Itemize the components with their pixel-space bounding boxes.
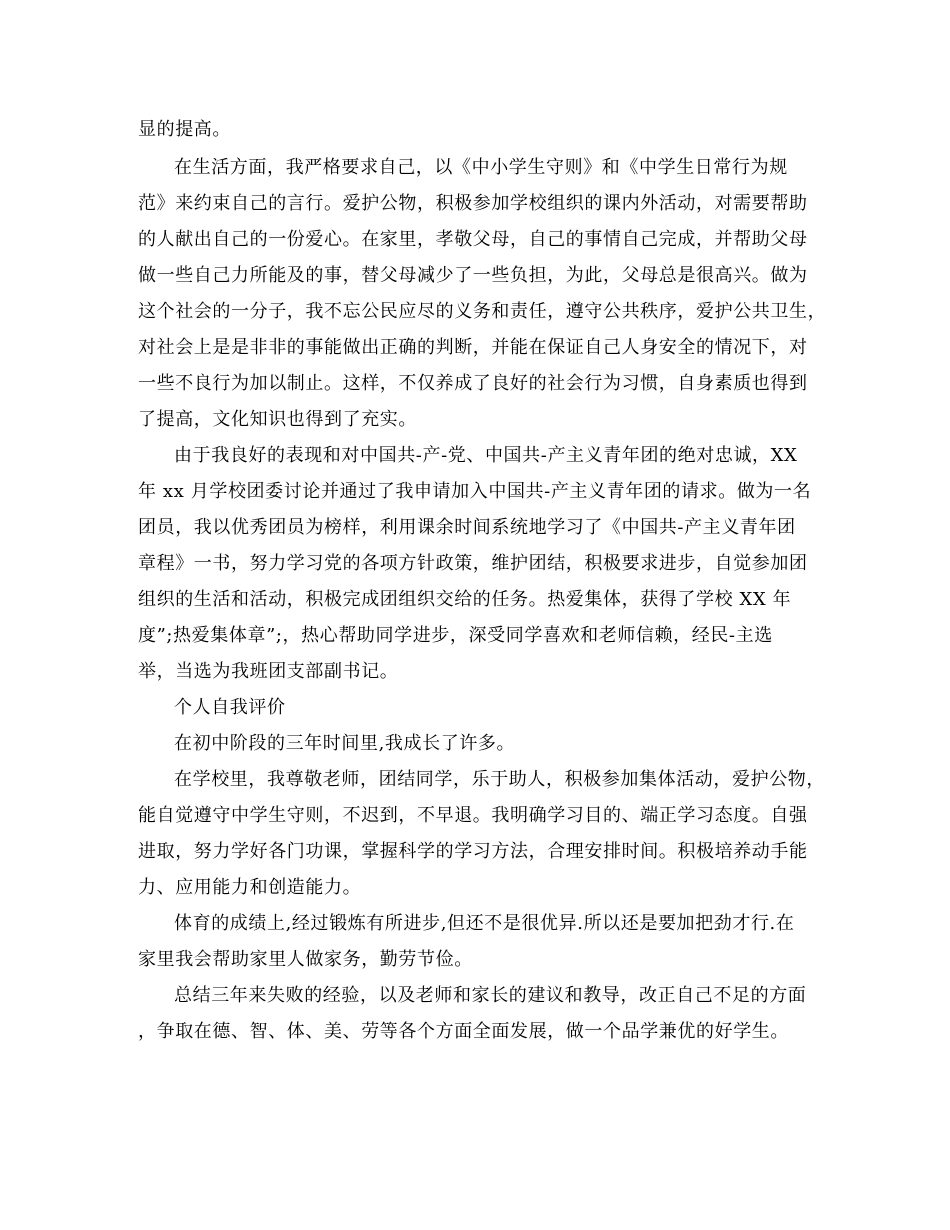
section-heading: 个人自我评价 <box>174 697 286 718</box>
text-line: 进取，努力学好各门功课，掌握科学的学习方法，合理安排时间。积极培养动手能 <box>138 841 808 862</box>
text-line: 范》来约束自己的言行。爱护公物，积极参加学校组织的课内外活动，对需要帮助 <box>138 193 808 214</box>
text-line: 这个社会的一分子，我不忘公民应尽的义务和责任，遵守公共秩序，爱护公共卫生， <box>138 301 827 322</box>
text-line: 对社会上是是非非的事能做出正确的判断，并能在保证自己人身安全的情况下，对 <box>138 337 808 358</box>
text-line: 显的提高。 <box>138 119 231 140</box>
text-line: 一些不良行为加以制止。这样，不仅养成了良好的社会行为习惯，自身素质也得到 <box>138 373 808 394</box>
text-line: 能自觉遵守中学生守则，不迟到，不早退。我明确学习目的、端正学习态度。自强 <box>138 805 808 826</box>
paragraph-start-line: 总结三年来失败的经验，以及老师和家长的建议和教导，改正自己不足的方面 <box>174 985 807 1006</box>
paragraph-start-line: 在初中阶段的三年时间里,我成长了许多。 <box>174 733 516 754</box>
text-line: 举，当选为我班团支部副书记。 <box>138 661 399 682</box>
text-line: 年 xx 月学校团委讨论并通过了我申请加入中国共-产主义青年团的请求。做为一名 <box>138 481 812 502</box>
text-line: 力、应用能力和创造能力。 <box>138 877 362 898</box>
paragraph-start-line: 由于我良好的表现和对中国共-产-党、中国共-产主义青年团的绝对忠诚，XX <box>174 445 798 466</box>
paragraph-start-line: 在生活方面，我严格要求自己，以《中小学生守则》和《中学生日常行为规 <box>174 157 788 178</box>
text-line: ，争取在德、智、体、美、劳等各个方面全面发展，做一个品学兼优的好学生。 <box>138 1021 789 1042</box>
text-line: 的人献出自己的一份爱心。在家里，孝敬父母，自己的事情自己完成，并帮助父母 <box>138 229 808 250</box>
text-line: 组织的生活和活动，积极完成团组织交给的任务。热爱集体，获得了学校 XX 年 <box>138 589 792 610</box>
text-line: 家里我会帮助家里人做家务，勤劳节俭。 <box>138 949 473 970</box>
text-line: 度”;热爱集体章”;，热心帮助同学进步，深受同学喜欢和老师信赖，经民-主选 <box>138 625 773 646</box>
text-line: 了提高，文化知识也得到了充实。 <box>138 409 417 430</box>
text-line: 做一些自己力所能及的事，替父母减少了一些负担，为此，父母总是很高兴。做为 <box>138 265 808 286</box>
paragraph-start-line: 体育的成绩上,经过锻炼有所进步,但还不是很优异.所以还是要加把劲才行.在 <box>174 913 795 934</box>
paragraph-start-line: 在学校里，我尊敬老师，团结同学，乐于助人，积极参加集体活动，爱护公物， <box>174 769 825 790</box>
text-line: 团员，我以优秀团员为榜样，利用课余时间系统地学习了《中国共-产主义青年团 <box>138 517 796 538</box>
text-line: 章程》一书，努力学习党的各项方针政策，维护团结，积极要求进步，自觉参加团 <box>138 553 808 574</box>
